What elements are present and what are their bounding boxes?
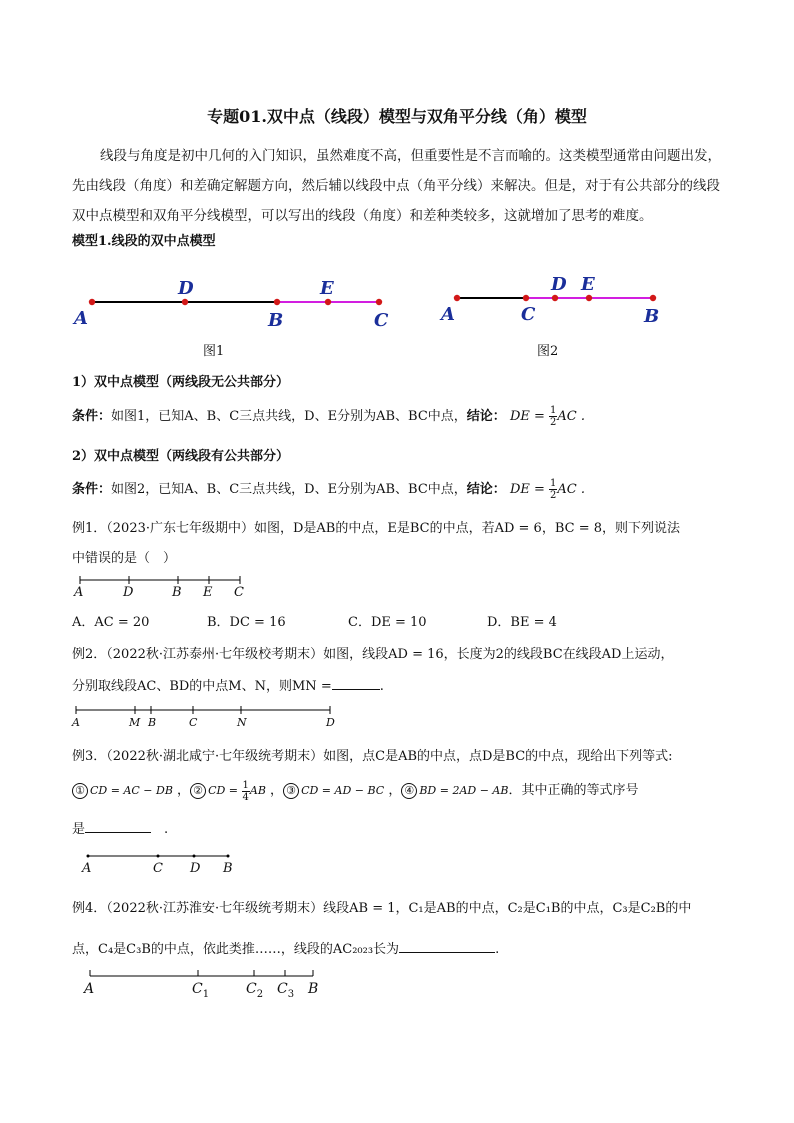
point-d <box>182 299 188 305</box>
point-b <box>274 299 280 305</box>
ex2-label-d: D <box>326 716 335 728</box>
ex1-label-a: A <box>74 585 84 600</box>
ex2-line2-text: 分别取线段AC、BD的中点M、N，则MN = <box>72 679 332 694</box>
ex4-label-a: A <box>84 981 95 997</box>
ex1-figure <box>72 572 252 600</box>
ex1-option-d: D．BE = 4 <box>487 615 557 630</box>
ex2-label-n: N <box>237 716 247 728</box>
case1-line <box>72 405 585 428</box>
page-title: 专题01.双中点（线段）模型与双角平分线（角）模型 <box>207 107 587 126</box>
label-a: A <box>441 304 455 325</box>
ex1-option-b: B．DC = 16 <box>207 615 286 630</box>
ex3-line3-text: 是 <box>72 822 86 837</box>
ex2-line2: 分别取线段AC、BD的中点M、N，则MN = . <box>72 679 384 694</box>
ex3-label-d: D <box>190 861 201 876</box>
point-d <box>552 295 558 301</box>
point-a <box>454 295 460 301</box>
ex3-marker-4: ④ <box>401 783 417 799</box>
label-e: E <box>320 278 334 299</box>
ex3-label-c: C <box>153 861 163 876</box>
ex3-label-a: A <box>82 861 92 876</box>
case1-heading: 1）双中点模型（两线段无公共部分） <box>72 375 290 390</box>
ex4-line1: 例4．（2022秋·江苏淮安·七年级统考期末）线段AB = 1，C₁是AB的中点，C₂是C₁B的中点，C₃是C₂B的中 <box>72 901 692 916</box>
point-c <box>523 295 529 301</box>
ex1-label-d: D <box>123 585 134 600</box>
ex1-label-c: C <box>234 585 244 600</box>
ex4-label-b: B <box>308 981 319 997</box>
ex3-marker-3: ③ <box>283 783 299 799</box>
ex2-label-c: C <box>189 716 198 728</box>
case1-prefix: 条件： <box>72 409 112 424</box>
ex4-answer-blank[interactable] <box>399 952 495 953</box>
ex2-line1: 例2．（2022秋·江苏泰州·七年级校考期末）如图，线段AD = 16，长度为2的线段BC在线段AD上运动， <box>72 647 674 662</box>
ex3-marker-2: ② <box>190 783 206 799</box>
ex1-line1: 例1．（2023·广东七年级期中）如图，D是AB的中点，E是BC的中点，若AD = 6，BC = 8，则下列说法 <box>72 521 680 536</box>
case1-formula: DE = $\frac{1}{2}$ AC . <box>509 405 585 428</box>
ex4-line2-text: 点，C₄是C₃B的中点，依此类推……，线段的AC₂₀₂₃长为 <box>72 942 400 957</box>
label-a: A <box>74 308 88 329</box>
point-e <box>586 295 592 301</box>
ex2-label-b: B <box>148 716 157 728</box>
point-e <box>325 299 331 305</box>
ex3-answer-blank[interactable] <box>85 832 151 833</box>
ex4-label-c2: $C_2$ <box>246 981 264 1000</box>
ex3-line2: ① CD = AC − DB ， ② CD = $\frac{1}{4}$ AB ， ③ CD = AD − BC ， ④ BD = 2AD − AB．其中正确的等式序号 <box>72 779 638 803</box>
case2-formula: DE = $\frac{1}{2}$ AC . <box>509 478 585 501</box>
ex1-option-a: A．AC = 20 <box>72 615 150 630</box>
intro-paragraph: 线段与角度是初中几何的入门知识，虽然难度不高，但重要性是不言而喻的。这类模型通常由问题出发，先由线段（角度）和差确定解题方向，然后辅以线段中点（角平分线）来解决。但是，对于有公共部分的线段双中点模型和双角平分线模型，可以写出的线段（角度）和差种类较多，这就增加了思考的难度。 <box>72 148 721 224</box>
ex1-line2: 中错误的是（ ） <box>72 551 177 566</box>
ex3-line2-tail: ．其中正确的等式序号 <box>508 783 639 798</box>
ex3-label-b: B <box>223 861 233 876</box>
ex2-label-m: M <box>129 716 141 728</box>
label-b: B <box>268 310 284 331</box>
ex2-answer-blank[interactable] <box>332 689 380 690</box>
ex2-label-a: A <box>72 716 80 728</box>
label-c: C <box>374 310 389 331</box>
ex4-label-c3: $C_3$ <box>277 981 295 1000</box>
case2-heading: 2）双中点模型（两线段有公共部分） <box>72 449 290 464</box>
ex4-line2: 点，C₄是C₃B的中点，依此类推……，线段的AC₂₀₂₃长为 . <box>72 942 500 957</box>
point-a <box>89 299 95 305</box>
case1-text: 如图1，已知A、B、C三点共线，D、E分别为AB、BC中点， <box>111 409 467 424</box>
label-b: B <box>644 306 660 327</box>
case2-line <box>72 478 585 501</box>
model1-heading: 模型1.线段的双中点模型 <box>72 234 216 249</box>
ex1-label-b: B <box>172 585 182 600</box>
figure-2 <box>436 266 676 328</box>
ex3-item-3: CD = AD − BC <box>301 784 385 797</box>
figure-2-caption: 图2 <box>537 344 559 359</box>
ex4-label-c1: $C_1$ <box>192 981 210 1000</box>
ex3-marker-1: ① <box>72 783 88 799</box>
case1-conclusion: 结论： <box>466 409 506 424</box>
label-d: D <box>178 278 194 299</box>
case2-conclusion: 结论： <box>466 482 506 497</box>
figure-1 <box>70 270 410 332</box>
ex1-label-e: E <box>203 585 213 600</box>
ex1-option-c: C．DE = 10 <box>348 615 427 630</box>
label-c: C <box>521 304 536 325</box>
case2-text: 如图2，已知A、B、C三点共线，D、E分别为AB、BC中点， <box>111 482 467 497</box>
ex3-line1: 例3．（2022秋·湖北咸宁·七年级统考期末）如图，点C是AB的中点，点D是BC的中点，现给出下列等式: <box>72 749 673 764</box>
ex3-line3: 是 . <box>72 822 169 837</box>
ex3-figure <box>78 848 238 876</box>
point-c <box>376 299 382 305</box>
point-b <box>650 295 656 301</box>
ex3-item-4: BD = 2AD − AB <box>419 784 509 797</box>
figure-1-caption: 图1 <box>203 344 225 359</box>
case2-prefix: 条件： <box>72 482 112 497</box>
label-d: D <box>551 274 567 295</box>
ex2-figure <box>68 700 340 728</box>
label-e: E <box>581 274 595 295</box>
ex4-figure <box>80 966 330 1002</box>
